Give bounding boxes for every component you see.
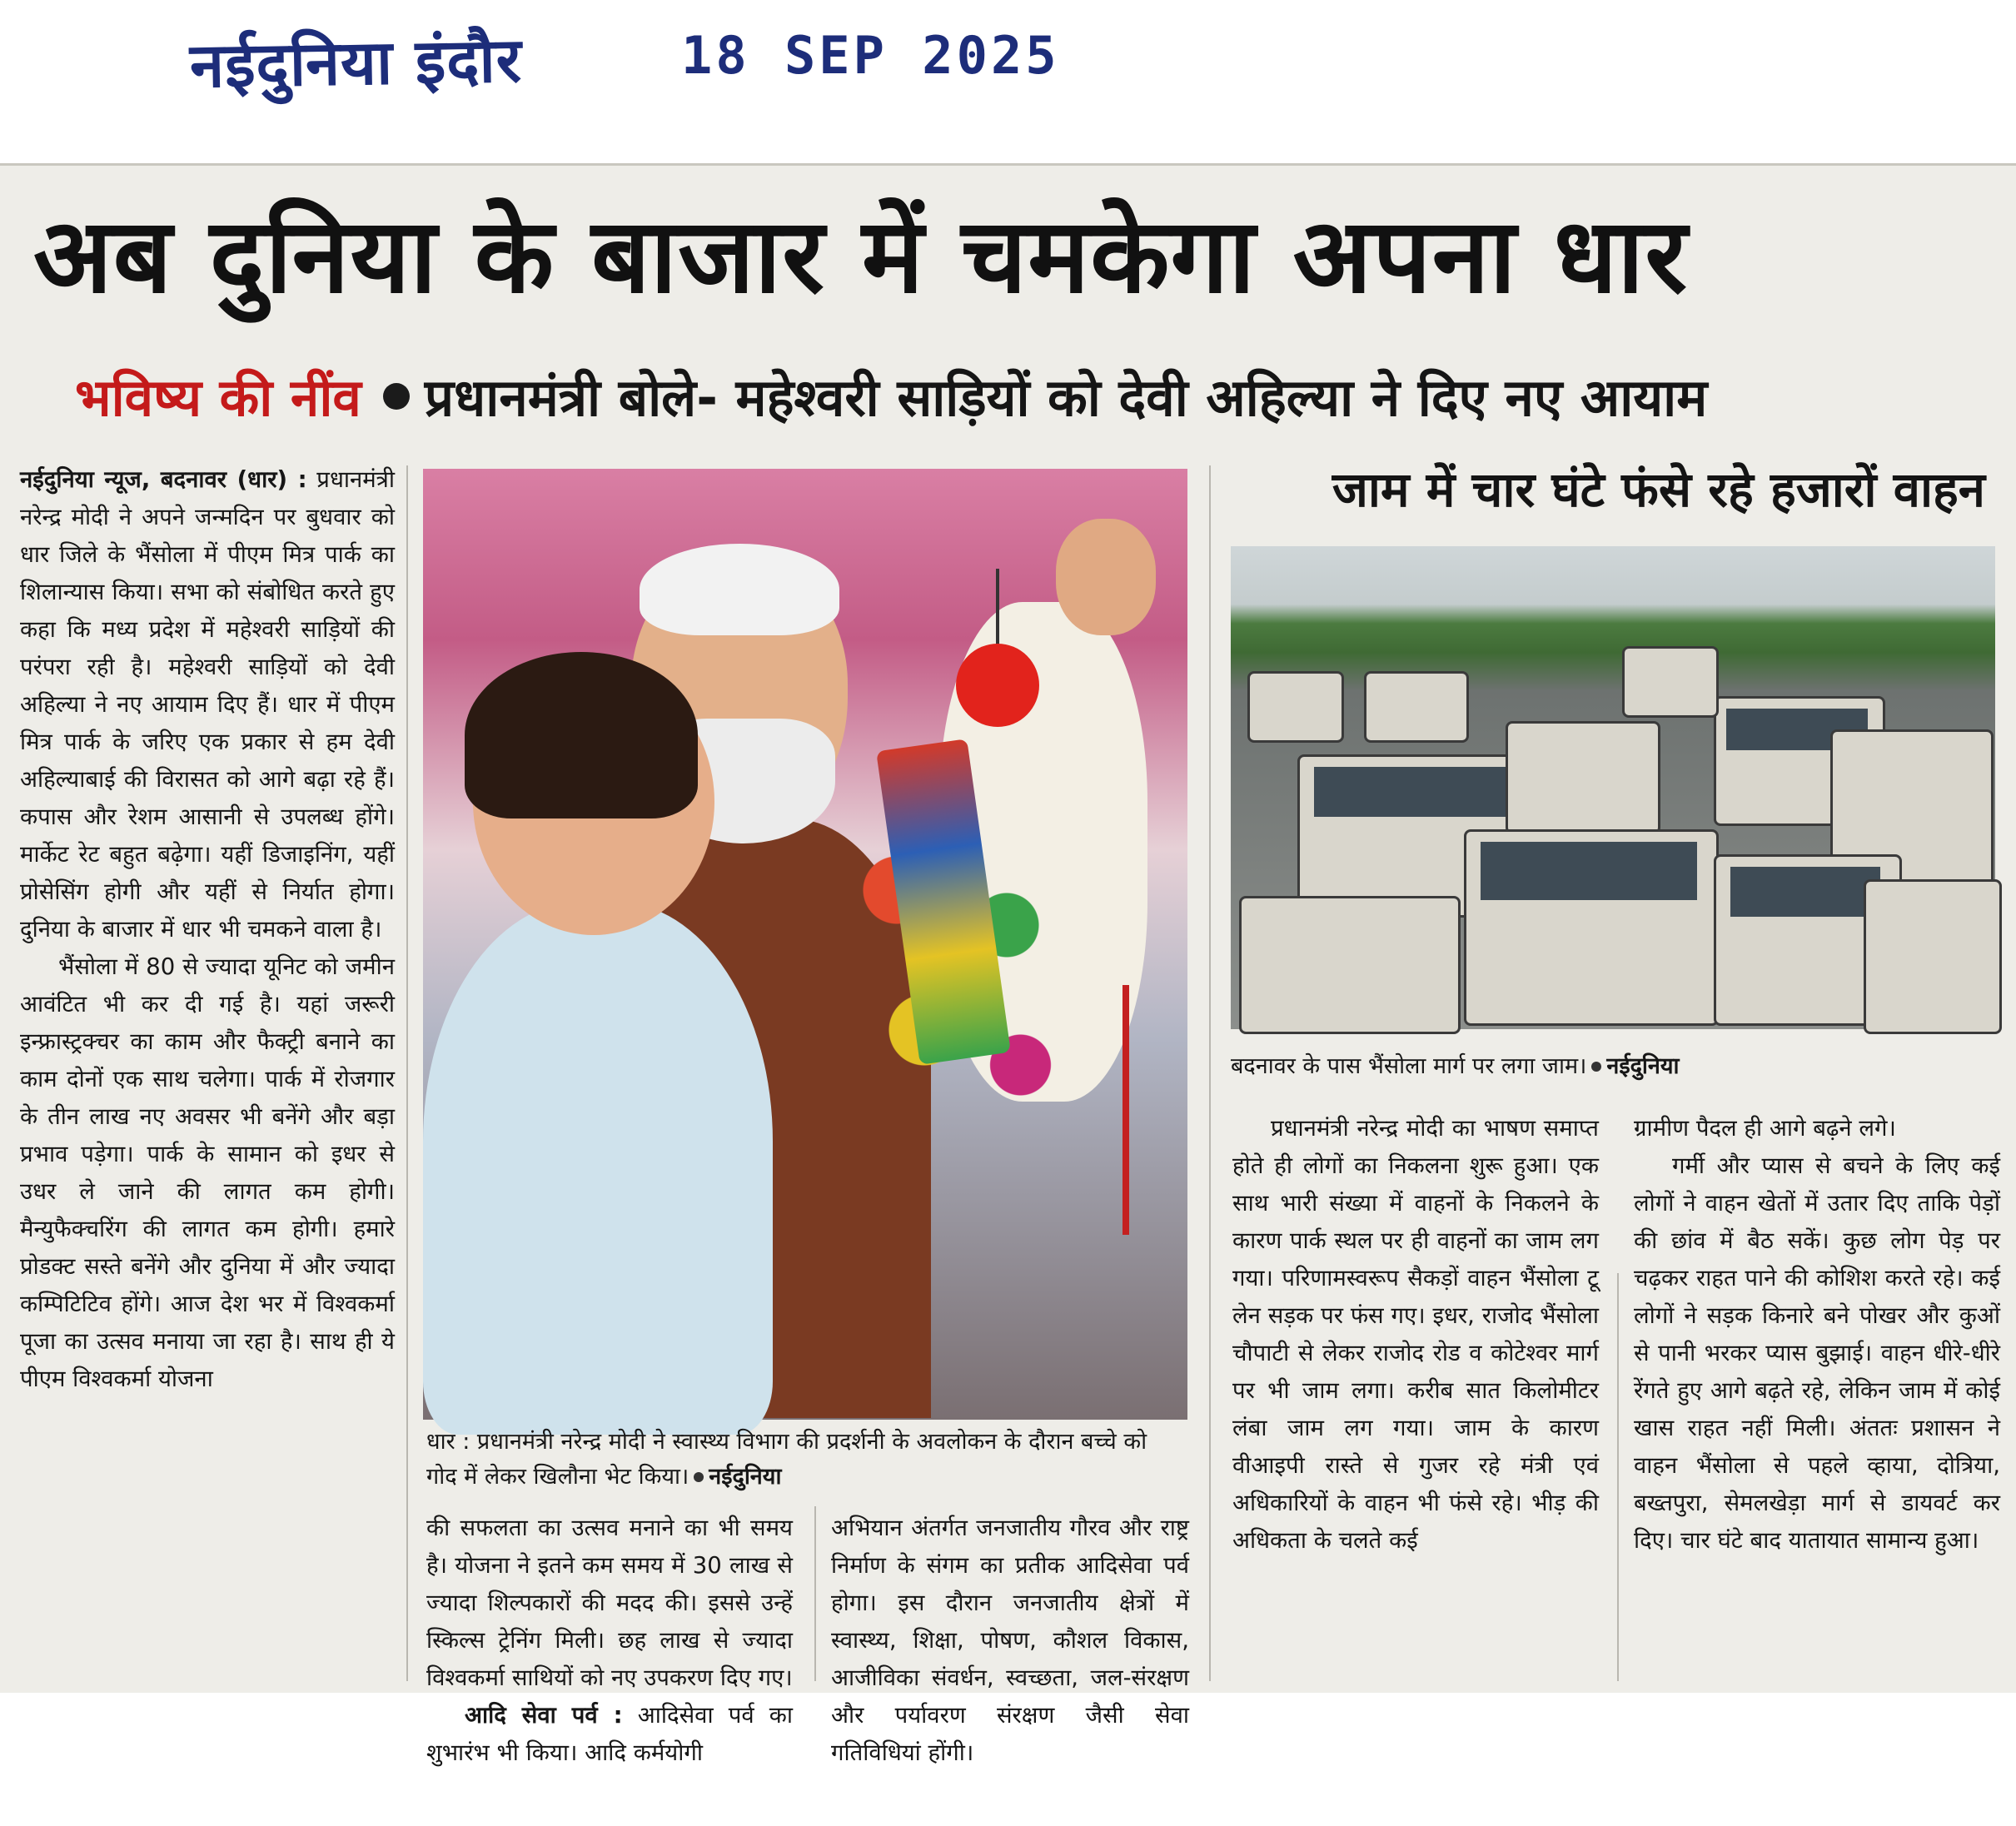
date-stamp: 18 SEP 2025 — [681, 25, 1060, 86]
kicker-row — [75, 361, 1990, 436]
photo-credit: नईदुनिया — [1606, 1053, 1680, 1079]
bullet-dot-icon — [383, 383, 410, 410]
traffic-photo-caption — [1231, 1050, 1995, 1083]
traffic-jam-photo — [1231, 546, 1995, 1029]
caption-text: बदनावर के पास भैंसोला मार्ग पर लगा जाम। — [1231, 1053, 1587, 1079]
caption-text: धार : प्रधानमंत्री नरेन्द्र मोदी ने स्वास्थ्य विभाग की प्रदर्शनी के अवलोकन के दौरान बच्चे को गोद में लेकर खिलौना भेट किया। — [426, 1429, 1147, 1490]
traffic-column-1 — [1232, 1110, 1599, 1676]
paragraph: ग्रामीण पैदल ही आगे बढ़ने लगे। — [1634, 1115, 1896, 1142]
dateline: नईदुनिया न्यूज, बदनावर (धार) : — [20, 466, 307, 493]
paragraph: भैंसोला में 80 से ज्यादा यूनिट को जमीन आवंटित भी कर दी गई है। यहां जरूरी इन्फ्रास्ट्रक्चर का काम और फैक्ट्री बनाने का काम दोनों एक साथ चलेगा। पार्क में रोजगार के तीन लाख नए अवसर भी बनेंगे और बड़ा प्रभाव पड़ेगा। पार्क के सामान को इधर से उधर ले जाने की लागत कम होगी। मैन्युफैक्चरिंग की लागत कम होगी। हमारे प्रोडक्ट सस्ते बनेंगे और दुनिया में और ज्यादा कम्पिटिटिव होंगे। आज देश भर में विश्वकर्मा पूजा का उत्सव मनाया जा रहा है। साथ ही ये पीएम विश्वकर्मा योजना — [20, 953, 395, 1392]
paragraph: प्रधानमंत्री नरेन्द्र मोदी ने अपने जन्मदिन पर बुधवार को धार जिले के भैंसोला में पीएम मित्र पार्क का शिलान्यास किया। सभा को संबोधित करते हुए कहा कि मध्य प्रदेश में महेश्वरी साड़ियों की परंपरा रही है। महेश्वरी साड़ियों को देवी अहिल्या ने नए आयाम दिए हैं। धार में पीएम मित्र पार्क के जरिए एक प्रकार से हम देवी अहिल्याबाई की विरासत को आगे बढ़ा रहे हैं। कपास और रेशम आसानी से उपलब्ध होंगे। मार्केट रेट बहुत बढ़ेगा। यहीं डिजाइनिंग, यहीं प्रोसेसिंग होगी और यहीं से निर्यात होगा। दुनिया के बाजार में धार भी चमकने वाला है। — [20, 466, 395, 943]
photo-credit: नईदुनिया — [709, 1464, 782, 1490]
main-story-column-3 — [831, 1510, 1189, 1826]
credit-dot-icon — [694, 1472, 704, 1482]
paragraph: की सफलता का उत्सव मनाने का भी समय है। योजना ने इतने कम समय में 30 लाख से ज्यादा शिल्पकारों की मदद की। इससे उन्हें स्किल्स ट्रेनिंग मिली। छह लाख से ज्यादा विश्वकर्मा साथियों को नए उपकरण दिए गए। — [426, 1515, 793, 1691]
paragraph: आदिसेवा पर्व का शुभारंभ भी किया। आदि कर्मयोगी — [426, 1702, 794, 1766]
column-divider — [1209, 465, 1211, 1681]
column-divider — [406, 465, 408, 1681]
newspaper-clipping — [0, 163, 2016, 1766]
main-story-column-1 — [20, 461, 395, 1685]
paragraph: प्रधानमंत्री नरेन्द्र मोदी का भाषण समाप्त होते ही लोगों का निकलना शुरू हुआ। एक साथ भारी संख्या में वाहनों के निकलने के कारण पार्क स्थल पर ही वाहनों का जाम लग गया। परिणामस्वरूप सैकड़ों वाहन भैंसोला टू लेन सड़क पर फंस गए। इधर, राजोद भैंसोला चौपाटी से लेकर राजोद रोड व कोटेश्वर मार्ग पर भी जाम लगा। करीब सात किलोमीटर लंबा जाम लग गया। जाम के कारण वीआइपी रास्ते से गुजर रहे मंत्री एवं अधिकारियों के वाहन भी फंसे रहे। भीड़ की अधिकता के चलते कई — [1232, 1115, 1599, 1554]
credit-dot-icon — [1591, 1062, 1601, 1072]
paragraph: अभियान अंतर्गत जनजातीय गौरव और राष्ट्र निर्माण के संगम का प्रतीक आदिसेवा पर्व होगा। इस दौरान जनजातीय क्षेत्रों में स्वास्थ्य, शिक्षा, पोषण, कौशल विकास, आजीविका संवर्धन, स्वच्छता, जल-संरक्षण और पर्यावरण संरक्षण जैसी सेवा गतिविधियां होंगी। — [831, 1515, 1189, 1766]
newspaper-name: नईदुनिया इंदौर — [189, 24, 523, 102]
main-story-column-2 — [426, 1510, 793, 1826]
sub-headline: प्रधानमंत्री बोले- महेश्वरी साड़ियों को देवी अहिल्या ने दिए नए आयाम — [424, 367, 1708, 428]
subsection-title: आदि सेवा पर्व : — [465, 1702, 623, 1729]
main-headline: अब दुनिया के बाजार में चमकेगा अपना धार — [33, 197, 1688, 316]
photo-caption — [426, 1425, 1184, 1495]
modi-with-child-photo — [423, 469, 1187, 1420]
traffic-column-2 — [1634, 1110, 2000, 1676]
paragraph: गर्मी और प्यास से बचने के लिए कई लोगों ने वाहन खेतों में उतार दिए ताकि पेड़ों की छांव में बैठ सकें। कुछ लोग पेड़ पर चढ़कर राहत पाने की कोशिश करते रहे। कई लोगों ने सड़क किनारे बने पोखर और कुओं से पानी भरकर प्यास बुझाई। वाहन धीरे-धीरे रेंगते हुए आगे बढ़ते रहे, लेकिन जाम में कोई खास राहत नहीं मिली। अंततः प्रशासन ने वाहन भैंसोला से पहले व्हाया, दोत्रिया, बख्तपुरा, सेमलखेड़ा मार्ग से डायवर्ट कर दिए। चार घंटे बाद यातायात सामान्य हुआ। — [1634, 1152, 2000, 1554]
masthead-strip — [0, 0, 2016, 163]
column-divider — [1617, 1273, 1619, 1681]
traffic-headline: जाम में चार घंटे फंसे रहे हजारों वाहन — [1332, 461, 1985, 518]
kicker-label: भविष्य की नींव — [75, 367, 361, 428]
column-divider — [814, 1506, 816, 1681]
